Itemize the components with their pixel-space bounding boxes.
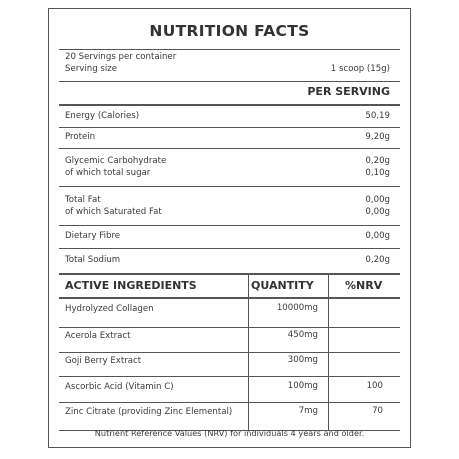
footnote: Nutrient Reference Values (NRV) for individuals 4 years and older. xyxy=(94,428,365,438)
divider xyxy=(59,148,400,149)
ingredient-name: Acerola Extract xyxy=(65,331,131,341)
ingredient-nrv: 70 xyxy=(372,406,383,416)
serving-size-value: 1 scoop (15g) xyxy=(330,64,390,74)
divider xyxy=(59,248,400,249)
divider xyxy=(59,225,400,226)
ingredient-name: Zinc Citrate (providing Zinc Elemental) xyxy=(65,407,233,417)
quantity-header: QUANTITY xyxy=(251,279,314,292)
divider xyxy=(59,352,400,353)
nutrient-value: 0,00g xyxy=(365,195,390,205)
ingredient-quantity: 100mg xyxy=(287,381,318,391)
nutrient-value: 0,20g xyxy=(365,255,390,265)
nutrient-label: Glycemic Carbohydrate xyxy=(65,156,167,166)
servings-per-container: 20 Servings per container xyxy=(65,52,177,62)
nutrient-label: of which total sugar xyxy=(65,168,151,178)
per-serving-header: PER SERVING xyxy=(307,85,390,98)
nutrient-label: Energy (Calories) xyxy=(65,111,140,121)
divider xyxy=(59,376,400,377)
ingredient-nrv: 100 xyxy=(366,381,383,391)
nutrient-label: of which Saturated Fat xyxy=(65,207,162,217)
ingredient-quantity: 450mg xyxy=(287,330,318,340)
nutrient-value: 0,00g xyxy=(365,207,390,217)
divider xyxy=(59,104,400,106)
nutrient-value: 0,10g xyxy=(365,168,390,178)
ingredient-name: Goji Berry Extract xyxy=(65,356,142,366)
nutrient-label: Dietary Fibre xyxy=(65,231,121,241)
divider xyxy=(59,127,400,128)
divider xyxy=(59,327,400,328)
nutrient-label: Protein xyxy=(65,132,96,142)
nutrition-facts-panel xyxy=(48,8,411,448)
nutrient-value: 0,20g xyxy=(365,156,390,166)
nutrient-value: 0,00g xyxy=(365,231,390,241)
ingredient-name: Hydrolyzed Collagen xyxy=(65,304,154,314)
ingredient-quantity: 300mg xyxy=(287,355,318,365)
nrv-header: %NRV xyxy=(345,279,383,292)
divider xyxy=(59,297,400,299)
nutrient-label: Total Sodium xyxy=(65,255,121,265)
active-ingredients-header: ACTIVE INGREDIENTS xyxy=(65,279,197,292)
ingredient-name: Ascorbic Acid (Vitamin C) xyxy=(65,382,174,392)
divider xyxy=(59,402,400,403)
divider xyxy=(59,186,400,187)
divider xyxy=(59,81,400,82)
nutrient-value: 50,19 xyxy=(365,111,390,121)
divider xyxy=(59,273,400,275)
ingredient-quantity: 10000mg xyxy=(276,303,318,313)
serving-size-label: Serving size xyxy=(65,64,118,74)
nutrient-label: Total Fat xyxy=(65,195,101,205)
page-title: NUTRITION FACTS xyxy=(149,22,310,40)
nutrient-value: 9,20g xyxy=(365,132,390,142)
ingredient-quantity: 7mg xyxy=(298,406,318,416)
divider xyxy=(59,49,400,50)
